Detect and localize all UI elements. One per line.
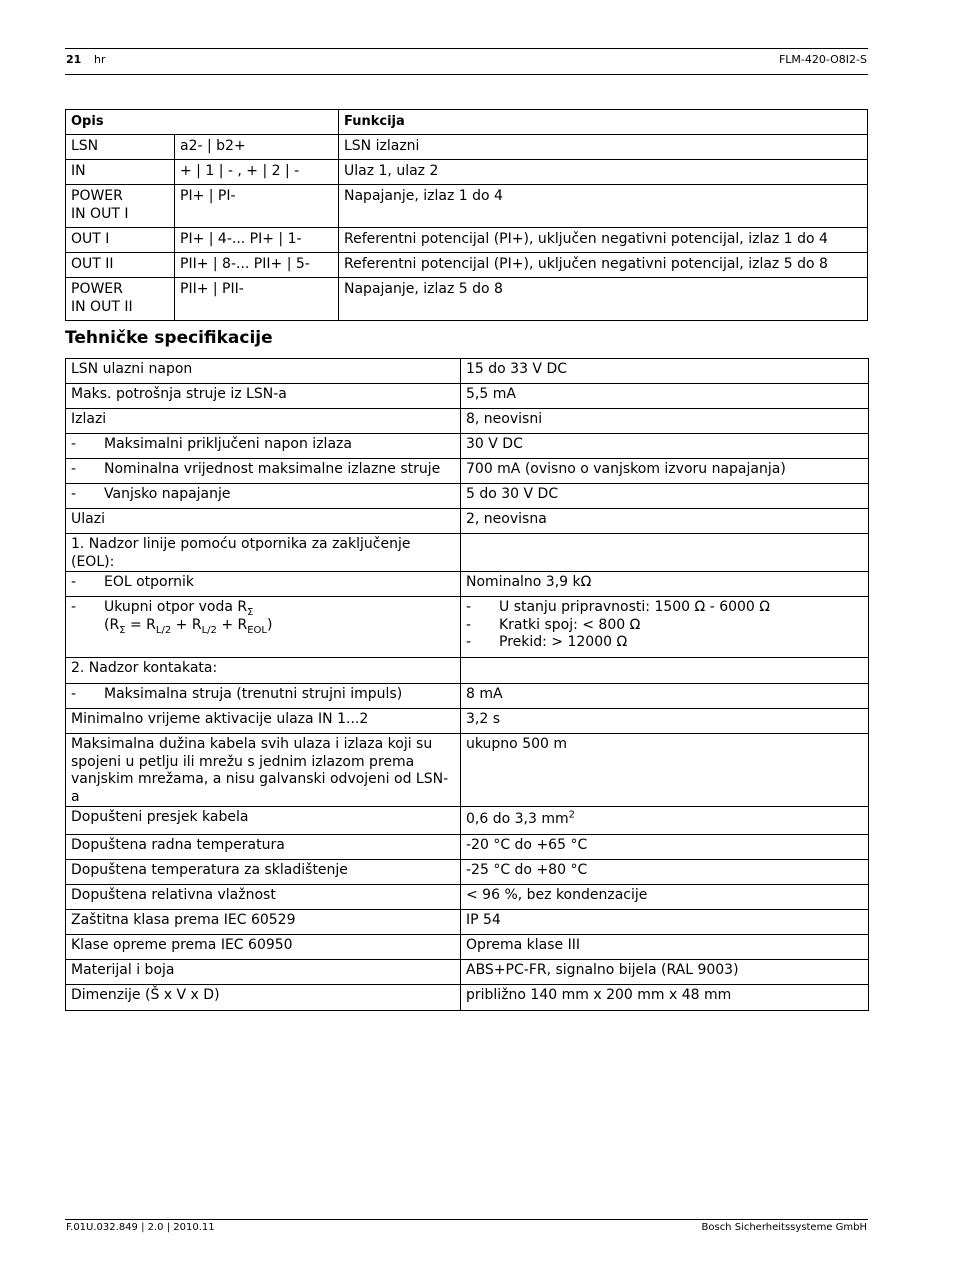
spec-label: Ulazi: [66, 509, 461, 534]
page-number: 21: [66, 53, 82, 66]
bullet-dash: -: [71, 574, 77, 590]
spec-label-text: Nominalna vrijednost maksimalne izlazne struje: [104, 461, 441, 477]
bullet-dash: -: [466, 634, 472, 650]
desc-cell: [66, 185, 175, 228]
spec-label-text: Maksimalna struja (trenutni strujni impuls): [104, 686, 403, 702]
terminal-cell: PII+ | 8-... PII+ | 5-: [175, 253, 339, 278]
spec-value: 3,2 s: [461, 709, 869, 734]
superscript: 2: [568, 809, 575, 821]
bullet-dash: -: [71, 461, 77, 477]
terminal-cell: PI+ | PI-: [175, 185, 339, 228]
spec-value: IP 54: [461, 910, 869, 935]
spec-value: [461, 658, 869, 684]
spec-row: [66, 384, 869, 409]
spec-value: -25 °C do +80 °C: [461, 860, 869, 885]
terminal-table: [65, 109, 868, 321]
spec-label: 1. Nadzor linije pomoću otpornika za zaključenje (EOL):: [66, 534, 461, 572]
spec-value: Oprema klase III: [461, 935, 869, 960]
spec-row: [66, 409, 869, 434]
table-row: [66, 278, 868, 321]
desc-text: LSN: [71, 138, 99, 154]
spec-label: [66, 684, 461, 709]
spec-label: [66, 434, 461, 459]
function-cell: Napajanje, izlaz 5 do 8: [339, 278, 868, 321]
bullet-dash: -: [71, 599, 77, 615]
page-header: [65, 48, 868, 75]
formula-sub: EOL: [247, 624, 267, 636]
spec-label: Dopuštena temperatura za skladištenje: [66, 860, 461, 885]
language-code: hr: [94, 53, 106, 66]
spec-value: 30 V DC: [461, 434, 869, 459]
spec-label-text: Vanjsko napajanje: [104, 486, 231, 502]
formula-part: ): [267, 616, 273, 633]
table-row: [66, 135, 868, 160]
desc-cell: [66, 253, 175, 278]
spec-label: [66, 459, 461, 484]
model-name: FLM-420-O8I2-S: [778, 53, 867, 66]
spec-value: Nominalno 3,9 kΩ: [461, 572, 869, 597]
spec-label: [66, 734, 461, 807]
spec-value: približno 140 mm x 200 mm x 48 mm: [461, 985, 869, 1011]
formula-part: + R: [171, 616, 202, 633]
bullet-dash: -: [71, 486, 77, 502]
page-footer: [65, 1219, 868, 1233]
spec-value: 8, neovisni: [461, 409, 869, 434]
spec-row: [66, 860, 869, 885]
spec-row: [66, 434, 869, 459]
spec-label-line: vanjskim mrežama, a nisu galvanski odvojeni od LSN-a: [71, 771, 449, 805]
spec-row: [66, 807, 869, 835]
formula-part: + R: [216, 616, 248, 633]
spec-label: Minimalno vrijeme aktivacije ulaza IN 1...2: [66, 709, 461, 734]
formula-sub: L/2: [201, 624, 217, 636]
terminal-cell: PI+ | 4-... PI+ | 1-: [175, 228, 339, 253]
list-item: [466, 599, 863, 617]
spec-row: [66, 459, 869, 484]
function-cell: Referentni potencijal (PI+), uključen negativni potencijal, izlaz 5 do 8: [339, 253, 868, 278]
bullet-dash: -: [71, 436, 77, 452]
spec-label-line: spojeni u petlju ili mrežu s jednim izlazom prema: [71, 753, 415, 770]
spec-label: Dopuštena relativna vlažnost: [66, 885, 461, 910]
spec-row: [66, 960, 869, 985]
desc-cell: [66, 135, 175, 160]
desc-text-2: IN OUT II: [71, 298, 133, 315]
spec-row: [66, 534, 869, 572]
spec-value: 15 do 33 V DC: [461, 359, 869, 384]
function-cell: Referentni potencijal (PI+), uključen negativni potencijal, izlaz 1 do 4: [339, 228, 868, 253]
spec-row: [66, 985, 869, 1011]
spec-label: Dimenzije (Š x V x D): [66, 985, 461, 1011]
spec-row: [66, 509, 869, 534]
terminal-cell: PII+ | PII-: [175, 278, 339, 321]
spec-value: 5 do 30 V DC: [461, 484, 869, 509]
section-title: Tehničke specifikacije: [65, 328, 273, 348]
spec-label: Klase opreme prema IEC 60950: [66, 935, 461, 960]
bullet-dash: -: [466, 616, 472, 633]
spec-row: [66, 684, 869, 709]
spec-row: [66, 709, 869, 734]
header-opis: Opis: [66, 110, 339, 135]
desc-text: POWER: [71, 188, 123, 204]
desc-text-2: IN OUT I: [71, 205, 129, 222]
spec-value: ABS+PC-FR, signalno bijela (RAL 9003): [461, 960, 869, 985]
spec-label: Maks. potrošnja struje iz LSN-a: [66, 384, 461, 409]
spec-row: [66, 572, 869, 597]
bullet-dash: -: [466, 599, 472, 615]
spec-label: 2. Nadzor kontakata:: [66, 658, 461, 684]
spec-row: [66, 910, 869, 935]
spec-value-text: 0,6 do 3,3 mm: [466, 811, 569, 827]
spec-label: LSN ulazni napon: [66, 359, 461, 384]
sigma-subscript: Σ: [247, 606, 254, 618]
table-row: [66, 185, 868, 228]
formula-sub: L/2: [155, 624, 172, 636]
spec-label-line: Maksimalna dužina kabela svih ulaza i izlaza koji su: [71, 736, 433, 752]
spec-label: Izlazi: [66, 409, 461, 434]
spec-row: [66, 935, 869, 960]
value-text: Kratki spoj: < 800 Ω: [499, 616, 641, 633]
desc-text: IN: [71, 163, 86, 179]
spec-value: 700 mA (ovisno o vanjskom izvoru napajanja): [461, 459, 869, 484]
spec-label: [66, 484, 461, 509]
spec-label-text: EOL otpornik: [104, 574, 195, 590]
spec-label: Dopuštena radna temperatura: [66, 835, 461, 860]
spec-label-text: [104, 599, 272, 634]
spec-label: Materijal i boja: [66, 960, 461, 985]
table-row: [66, 228, 868, 253]
list-item: [466, 617, 863, 635]
spec-row: [66, 658, 869, 684]
spec-table: [65, 358, 869, 1011]
resistance-label: Ukupni otpor voda R: [104, 599, 248, 615]
terminal-cell: + | 1 | - , + | 2 | -: [175, 160, 339, 185]
spec-row: [66, 835, 869, 860]
resistance-values: [466, 599, 863, 652]
function-cell: Napajanje, izlaz 1 do 4: [339, 185, 868, 228]
table-header-row: [66, 110, 868, 135]
spec-row: [66, 885, 869, 910]
spec-row: [66, 734, 869, 807]
spec-label: Dopušteni presjek kabela: [66, 807, 461, 835]
function-cell: LSN izlazni: [339, 135, 868, 160]
formula: [104, 616, 273, 636]
spec-value: [461, 534, 869, 572]
value-text: Prekid: > 12000 Ω: [499, 634, 628, 650]
list-item: [466, 634, 863, 652]
desc-cell: [66, 228, 175, 253]
spec-row: [66, 484, 869, 509]
desc-text: POWER: [71, 281, 123, 297]
spec-value: ukupno 500 m: [461, 734, 869, 807]
value-text: U stanju pripravnosti: 1500 Ω - 6000 Ω: [499, 599, 770, 615]
formula-sub: Σ: [119, 624, 126, 636]
spec-value: [461, 597, 869, 658]
spec-value: [461, 807, 869, 835]
header-funkcija: Funkcija: [339, 110, 868, 135]
spec-label: Zaštitna klasa prema IEC 60529: [66, 910, 461, 935]
spec-label: [66, 597, 461, 658]
desc-cell: [66, 160, 175, 185]
desc-text: OUT II: [71, 256, 114, 272]
spec-label: [66, 572, 461, 597]
table-row: [66, 253, 868, 278]
desc-text: OUT I: [71, 231, 110, 247]
function-cell: Ulaz 1, ulaz 2: [339, 160, 868, 185]
company-name: Bosch Sicherheitssysteme GmbH: [701, 1222, 867, 1233]
spec-row: [66, 359, 869, 384]
spec-value: -20 °C do +65 °C: [461, 835, 869, 860]
spec-label-text: Maksimalni priključeni napon izlaza: [104, 436, 352, 452]
document-id: F.01U.032.849 | 2.0 | 2010.11: [66, 1222, 215, 1233]
table-row: [66, 160, 868, 185]
spec-value: < 96 %, bez kondenzacije: [461, 885, 869, 910]
formula-part: = R: [125, 616, 156, 633]
spec-value: 5,5 mA: [461, 384, 869, 409]
spec-row: [66, 597, 869, 658]
terminal-cell: a2- | b2+: [175, 135, 339, 160]
spec-value: 8 mA: [461, 684, 869, 709]
formula-part: (R: [104, 616, 120, 633]
desc-cell: [66, 278, 175, 321]
bullet-dash: -: [71, 686, 77, 702]
spec-value: 2, neovisna: [461, 509, 869, 534]
